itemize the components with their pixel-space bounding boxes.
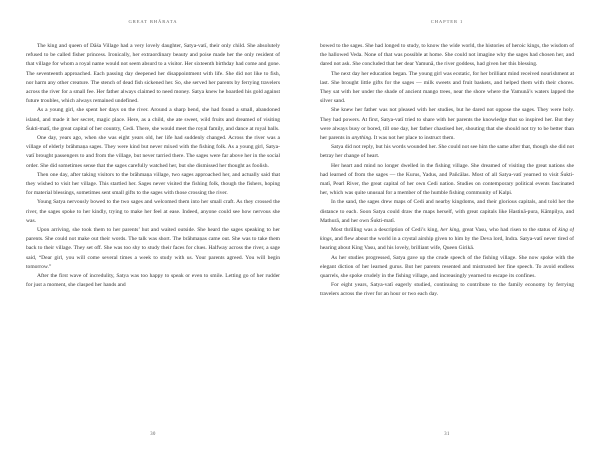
paragraph: As her studies progressed, Satya gave up the crude speech of the fishing village. She now spoke with the elegant diction of her learned gurus. But her parents resented and mistrusted her fine speech. To avoid endless quarrels, she spoke crudely in the fishing village, and increasingly yearned to escape its confines. bbox=[320, 254, 574, 280]
paragraph: In the sand, the sages drew maps of Cedi and nearby kingdoms, and their glorious capitals, and told her the distance to each. Soon Satya could draw the maps herself, with great capitals like Hastinā-pura, Kāmpilya, and Mathurā, and her own Śukti-matī. bbox=[320, 199, 574, 224]
paragraph: Upon arriving, she took them to her parents’ hut and waited outside. She heard the sages speaking to her parents. She could not make out their words. The talk was short. The brāhmaṇas came out. She was to take them back to their village. They set off. She was too shy to study their faces for clues. Halfway across the river, a sage said, “Dear girl, you will come several times a week to study with us. Your parents agreed. You will begin tomorrow.” bbox=[26, 227, 280, 270]
paragraph: She knew her father was not pleased with her studies, but he dared not oppose the sages. They were holy. They had powers. At first, Satya-vatī tried to share with her parents the knowledge that so inspired her. But they were always busy or bored, till one day, her father chastised her, shouting that she should not try to be better than her parents in anything. It was not her place to instruct them. bbox=[320, 107, 574, 142]
paragraph: After the first wave of incredulity, Satya was too happy to speak or even to smile. Letting go of her rudder for just a moment, she clasped her hands and bbox=[26, 273, 280, 289]
paragraph: The king and queen of Dāśa Village had a very lovely daughter, Satya-vatī, their only child. She absolutely refused to be called fisher princess. Ironically, her extraordinary beauty and poise made her the only resident of that village for whom a royal name would not seem absurd to a visitor. Her sixteenth birthday had come and gone. The seventeenth approached. Each passing day deepened her disappointment with life. She did not like to fish, nor harm any other creature. The stench of dead fish sickened her. So, she served her parents by ferrying travelers across the river for a small fee. Her father always claimed to need money. Satya knew he hoarded his gold against future troubles, which always remained undefined. bbox=[26, 43, 280, 105]
paragraph: As a young girl, she spent her days on the river. Around a sharp bend, she had found a small, abandoned island, and made it her secret, magic place. Here, as a child, she ate sweet, wild fruits and dreamed of visiting Śukti-matī, the great capital of her country, Cedi. There, she would meet the royal family, and dance at royal balls. bbox=[26, 107, 280, 132]
right-running-head: CHAPTER 1 bbox=[430, 19, 464, 24]
left-page-number: 30 bbox=[150, 432, 156, 437]
paragraph: One day, years ago, when she was eight years old, her life had suddenly changed. Across the river was a village of elderly brāhmaṇa sages. They were kind but never mixed with the fishing folk. As a young girl, Satya-vatī brought passengers to and from the village, but never tarried there. The sages were far above her in the social order. She did sometimes sense that the sages carefully watched her, but she dismissed her thought as foolish. bbox=[26, 135, 280, 169]
paragraph: bowed to the sages. She had longed to study, to know the wide world, the histories of heroic kings, the wisdom of the hallowed Veda. None of that was possible at home. She could not imagine why the sages had chosen her, and dared not ask. She concluded that her dear Yamunā, the river goddess, had given her this blessing. bbox=[320, 43, 574, 68]
right-page-text-column bbox=[320, 42, 574, 424]
right-page-number: 31 bbox=[444, 432, 450, 437]
right-page bbox=[300, 0, 600, 450]
left-running-head: GREAT BHĀRATA bbox=[128, 19, 178, 24]
paragraph: Satya did not reply, but his words wounded her. She could not see him the same after that, though she did not betray her change of heart. bbox=[320, 144, 574, 160]
paragraph: Most thrilling was a description of Cedi’s king, her king, great Vasu, who had risen to the status of king of kings, and flew about the world in a crystal airship given to him by the Deva lord, Indra. Satya-vatī never tired of hearing about King Vasu, and his lovely, brilliant wife, Queen Girikā. bbox=[320, 227, 574, 252]
paragraph: For eight years, Satya-vatī eagerly studied, continuing to contribute to the family economy by ferrying travelers across the river for an hour or two each day. bbox=[320, 282, 574, 298]
paragraph: Young Satya nervously bowed to the two sages and welcomed them into her small craft. As they crossed the river, the sages spoke to her kindly, trying to make her feel at ease. Indeed, anyone could see how nervous she was. bbox=[26, 199, 280, 224]
paragraph: Then one day, after taking visitors to the brāhmaṇa village, two sages approached her, and actually said that they wished to visit her village. This startled her. Sages never visited the fishing folk, though the fishers, hoping for material blessings, sometimes sent small gifts to the sages with those crossing the river. bbox=[26, 171, 280, 197]
paragraph: The next day her education began. The young girl was ecstatic, for her brilliant mind received nourishment at last. She brought little gifts for the sages — milk sweets and fruit baskets, and helped them with their chores. They sat with her under the shade of ancient mango trees, near the shore where the Yamunā’s waters lapped the silver sand. bbox=[320, 70, 574, 105]
left-page-text-column bbox=[26, 42, 280, 424]
paragraph: Her heart and mind no longer dwelled in the fishing village. She dreamed of visiting the great nations she had learned of from the sages — the Kurus, Yadus, and Pañcālas. Most of all Satya-vatī yearned to visit Śukti-matī, Pearl River, the great capital of her own Cedi nation. Studies on contemporary political events fascinated her, which was quite unusual for a member of the humble fishing community of Kalpi. bbox=[320, 162, 574, 197]
